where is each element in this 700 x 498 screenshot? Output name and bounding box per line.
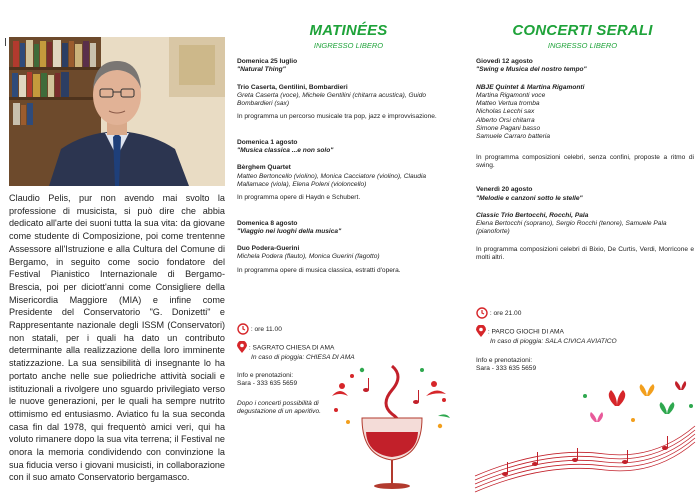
event-ensemble: Trio Caserta, Gentilini, Bombardieri (237, 83, 348, 91)
event-members: Michela Podera (flauto), Monica Guerini (fagotto) (237, 253, 380, 261)
event-serale-2 (476, 186, 694, 262)
event-member: Matteo Vertua tromba (476, 100, 540, 108)
event-ensemble: NBJE Quintet & Martina Rigamonti (476, 83, 585, 91)
event-serale-1 (476, 58, 694, 170)
serali-venue-rain: In caso di pioggia: SALA CIVICA AVIATICO (490, 338, 617, 345)
matinees-header (232, 22, 465, 50)
serali-column (465, 0, 700, 498)
event-members: Elena Bertocchi (soprano), Sergio Rocchi (tenore), Samuele Pala (pianoforte) (476, 220, 667, 236)
matinees-column (232, 0, 465, 498)
event-title: "Musica classica ...e non solo" (237, 147, 334, 155)
event-program: In programma opere di Haydn e Schubert. (237, 194, 361, 202)
info-contact: Sara - 333 635 5659 (476, 365, 537, 373)
serali-time: : ore 21.00 (489, 309, 522, 317)
serali-events (476, 58, 694, 262)
event-member: Martina Rigamonti voce (476, 91, 546, 99)
event-matinee-3 (237, 220, 459, 275)
portrait-photo (9, 37, 225, 186)
event-title: "Melodie e canzoni sotto le stelle" (476, 194, 583, 202)
matinees-time: : ore 11.00 (250, 325, 282, 333)
event-date: Giovedì 12 agosto (476, 58, 533, 65)
matinees-info (237, 372, 297, 389)
serali-title: CONCERTI SERALI (512, 22, 653, 39)
event-member: Alberto Orsi chitarra (476, 116, 535, 124)
event-title: "Natural Thing" (237, 66, 286, 74)
event-program: In programma composizioni celebri di Bixio, De Curtis, Verdi, Morricone e molti altri. (476, 245, 694, 262)
event-date: Domenica 25 luglio (237, 58, 298, 65)
serali-subtitle: INGRESSO LIBERO (547, 41, 618, 50)
event-title: "Viaggio nei luoghi della musica" (237, 227, 342, 235)
event-members: Greta Caserta (voce), Michele Gentilini (chitarra acustica), Guido Bombardieri (sax) (237, 91, 427, 108)
event-date: Domenica 1 agosto (237, 138, 298, 146)
event-matinee-1 (237, 58, 459, 122)
event-date: Domenica 8 agosto (237, 219, 298, 227)
matinees-venue: : SAGRATO CHIESA DI AMA (248, 344, 335, 352)
event-program: In programma un percorso musicale tra pop, jazz e improvvisazione. (237, 113, 437, 121)
matinees-title: MATINÉES (309, 22, 388, 39)
matinees-note: Dopo i concerti possibilità di degustazione di un aperitivo. (237, 400, 321, 416)
matinees-time-row (237, 323, 282, 335)
wine-glass-illustration (322, 356, 462, 494)
clock-icon (237, 323, 249, 335)
fold-mark (5, 38, 6, 46)
bio-paragraph-1: Claudio Pelis, pur non avendo mai svolto la professione di musicista, si può dire che abbia dedicato all'arte dei suoni tutta la sua vita: da giovane come studente di Composizione, poi come trentenne Assessore all'Istruzione e alla Cultura del Comune di Bergamo, in seguito come socio fondatore del Festival Pianistico Internazionale di Bergamo-Brescia, poi per diciott'anni come Consigliere della Misericordia Maggiore (MIA) e infine come Presidente del Conservatorio "G. Donizetti" e Rappresentante nazionale degli ISSM (Conservatori) non statali, per i quali ha dato un contributo determinante alla realizzazione della loro imminente statizzazione. La sua sensibilità di insegnante lo ha portato anche nelle sue poliedriche attività sociali e istituzionali a rivolgere uno sguardo privilegiato verso le nuove generazioni, per le quali ha sempre nutrito ottimismo ed entusiasmo. (9, 193, 225, 419)
info-contact: Sara - 333 635 5659 (237, 380, 298, 388)
matinees-events (237, 58, 459, 275)
matinees-subtitle: INGRESSO LIBERO (313, 41, 384, 50)
event-date: Venerdì 20 agosto (476, 186, 533, 194)
bio-paragraph-2: Aviatico fu la sua seconda casa fin dal 1978, qui frequentò amici veri, qui ha voluto rimanere dopo la sua vita terrena; il Festival ne onora la memoria condividendo con convinzione la sua fiducia verso i giovani musicisti, in collaborazione con il suo amato Conservatorio bergamasco. (9, 408, 225, 483)
event-members: Matteo Bertoncello (violino), Monica Cacciatore (violino), Claudia Mallamace (viola), Elena Poleni (violoncello) (237, 172, 427, 188)
info-label: Info e prenotazioni: (476, 357, 533, 364)
clock-icon (476, 307, 488, 319)
event-member: Nicholas Lecchi sax (476, 108, 535, 116)
bio-text-block (9, 192, 225, 484)
event-ensemble: Duo Podera-Guerini (237, 245, 300, 253)
event-matinee-2 (237, 139, 459, 203)
event-member: Samuele Carraro batteria (476, 133, 551, 141)
location-pin-icon (476, 325, 486, 338)
event-title: "Swing e Musica del nostro tempo" (476, 66, 587, 74)
serali-time-row (476, 307, 521, 319)
serali-header (465, 22, 700, 50)
info-label: Info e prenotazioni: (237, 372, 294, 379)
matinees-venue-rain: In caso di pioggia: CHIESA DI AMA (251, 354, 355, 361)
bio-column (0, 0, 232, 498)
music-staff-illustration (465, 376, 700, 494)
serali-venue-row (476, 325, 617, 346)
event-program: In programma opere di musica classica, estratti d'opera. (237, 266, 401, 274)
event-member: Simone Pagani basso (476, 125, 541, 133)
event-program: In programma composizioni celebri, senza confini, proposte a ritmo di swing. (476, 153, 694, 169)
event-ensemble: Bèrghem Quartet (237, 164, 291, 172)
location-pin-icon (237, 341, 247, 354)
event-ensemble: Classic Trio Bertocchi, Rocchi, Pala (476, 211, 589, 219)
serali-info (476, 357, 536, 374)
serali-venue: : PARCO GIOCHI DI AMA (487, 328, 564, 336)
